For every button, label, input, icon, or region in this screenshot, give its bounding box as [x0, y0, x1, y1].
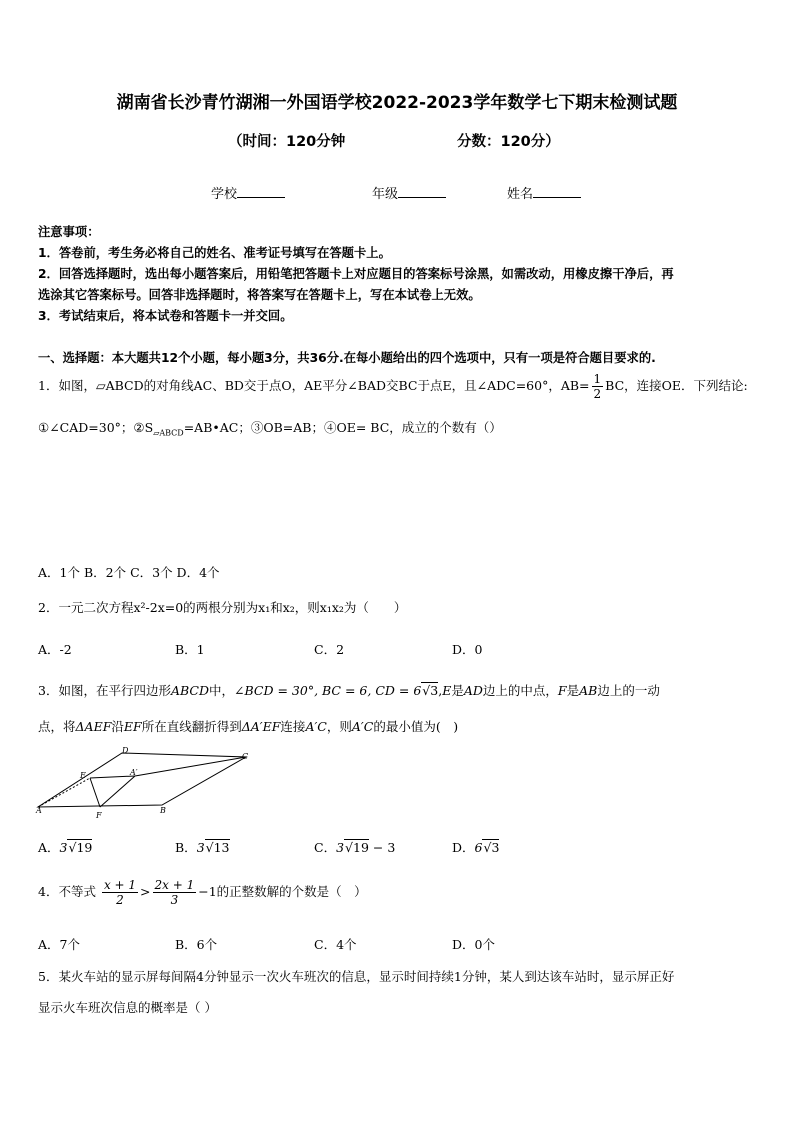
- grade-blank[interactable]: [398, 185, 446, 198]
- q3-abcd: ABCD: [170, 683, 209, 698]
- note-2a: 2．回答选择题时，选出每小题答案后，用铅笔把答题卡上对应题目的答案标号涂黑，如需改动，用橡皮擦干净后，再: [38, 267, 674, 281]
- q3-e: E: [442, 683, 452, 698]
- q3-option-a[interactable]: A．3√19: [38, 840, 93, 855]
- q3-cond: ∠BCD = 30°, BC = 6, CD = 6: [234, 683, 422, 698]
- segment-ae-dashed: [38, 778, 90, 807]
- q3-option-d[interactable]: D．6√3: [452, 840, 500, 855]
- school-blank[interactable]: [237, 185, 285, 198]
- q3-line2: [38, 717, 458, 735]
- q3-c-root: 19: [353, 840, 369, 855]
- exam-time: （时间：120分钟: [228, 134, 346, 150]
- q3-d-coef: 6: [474, 840, 483, 855]
- q1-line1: [38, 372, 748, 401]
- q4-gt: >: [140, 884, 151, 899]
- q4-line: [38, 878, 367, 907]
- q1-options: A．1个 B．2个 C．3个 D．4个: [38, 565, 220, 580]
- q3-ef: EF: [123, 719, 142, 734]
- school-field[interactable]: [211, 183, 285, 202]
- q3-a-coef: 3: [59, 840, 68, 855]
- q3-option-c[interactable]: C．3√19 − 3: [314, 840, 396, 855]
- q3-c-tail: − 3: [368, 840, 396, 855]
- q1-text-b: BC，连接OE．下列结论:: [605, 378, 748, 393]
- q3-cond-root: 3: [430, 683, 439, 698]
- q3-c-letter: C．: [314, 840, 337, 855]
- name-field[interactable]: [507, 183, 581, 202]
- name-label: 姓名: [507, 187, 534, 202]
- parallelogram-abcd: [38, 752, 249, 807]
- grade-label: 年级: [372, 187, 399, 202]
- note-3: 3．考试结束后，将本试卷和答题卡一并交回。: [38, 309, 293, 323]
- q3-f: F: [557, 683, 567, 698]
- q1-text-a: 1．如图，▱ABCD的对角线AC、BD交于点O，AE平分∠BAD交BC于点E，且∠ADC=60°，AB=: [38, 378, 590, 393]
- q3-line1: 3．如图，在平行四边形ABCD中，∠BCD = 30°, BC = 6, CD = 6√3,E是AD边上的中点，F是AB边上的一动: [38, 683, 660, 698]
- section-heading: 一、选择题：本大题共12个小题，每小题3分，共36分.在每小题给出的四个选项中，只有一项是符合题目要求的.: [38, 351, 656, 365]
- q3-t7: 边上的一动: [597, 683, 660, 698]
- q5-line2: 显示火车班次信息的概率是（ ）: [38, 1000, 217, 1015]
- q4-frac1: [102, 878, 138, 907]
- q4-lead: 4．不等式: [38, 884, 96, 899]
- q3-option-b[interactable]: B．3√13: [175, 840, 230, 855]
- q1-line2-sub: ▱ABCD: [153, 428, 184, 438]
- q3-figure: [34, 745, 264, 820]
- q3-u1: 点，将: [38, 719, 76, 734]
- q3-t1: 3．如图，在平行四边形: [38, 683, 171, 698]
- q3-u2: 沿: [111, 719, 124, 734]
- q3-u5: ，则: [326, 719, 352, 734]
- segment-ea2: [90, 776, 135, 778]
- q3-d-letter: D．: [452, 840, 475, 855]
- label-a-prime: A′: [130, 768, 138, 777]
- q3-ac2: A′C: [351, 719, 374, 734]
- q4-option-c[interactable]: C．4个: [314, 937, 357, 952]
- q5-line1: 5．某火车站的显示屏每间隔4分钟显示一次火车班次的信息，显示时间持续1分钟，某人到达该车站时，显示屏正好: [38, 969, 675, 984]
- label-a: A: [36, 806, 42, 815]
- q1-line2: [38, 418, 502, 438]
- q4-f2-den: 3: [170, 893, 179, 907]
- label-c: C: [242, 752, 249, 761]
- q3-aef: ΔAEF: [75, 719, 112, 734]
- q3-t2: 中，: [209, 683, 235, 698]
- label-d: D: [122, 746, 129, 755]
- q3-ab: AB: [579, 683, 598, 698]
- note-2b: 选涂其它答案标号。回答非选择题时，将答案写在答题卡上，写在本试卷上无效。: [38, 288, 481, 302]
- segment-ef: [90, 778, 100, 807]
- q3-b-letter: B．: [175, 840, 197, 855]
- label-b: B: [160, 806, 166, 815]
- q2-text: 2．一元二次方程x²-2x=0的两根分别为x₁和x₂，则x₁x₂为（ ）: [38, 600, 407, 615]
- q4-f2-num: 2x + 1: [154, 878, 195, 892]
- note-1: 1．答卷前，考生务必将自己的姓名、准考证号填写在答题卡上。: [38, 246, 391, 260]
- q1-fraction: [592, 372, 604, 401]
- exam-title: 湖南省长沙青竹湖湘一外国语学校2022-2023学年数学七下期末检测试题: [116, 93, 678, 113]
- school-label: 学校: [211, 187, 238, 202]
- q4-option-d[interactable]: D．0个: [452, 937, 495, 952]
- q3-ad: AD: [463, 683, 483, 698]
- q3-t6: 是: [566, 683, 580, 698]
- q3-u4: 连接: [280, 719, 306, 734]
- q2-option-c[interactable]: C．2: [314, 642, 345, 657]
- q2-option-b[interactable]: B．1: [175, 642, 205, 657]
- q3-u6: 的最小值为( ): [373, 719, 459, 734]
- q4-f1-num: x + 1: [103, 878, 137, 892]
- q3-t3: ,: [438, 683, 443, 698]
- q4-f1-den: 2: [116, 893, 124, 907]
- label-f: F: [96, 811, 102, 820]
- q3-c-coef: 3: [336, 840, 345, 855]
- segment-fa2: [100, 776, 135, 807]
- q1-line2-a: ①∠CAD=30°；②S: [38, 420, 154, 435]
- q1-frac-num: 1: [593, 372, 602, 386]
- q4-option-a[interactable]: A．7个: [38, 937, 80, 952]
- exam-score: 分数：120分）: [457, 134, 560, 150]
- notes-heading: 注意事项：: [38, 225, 100, 239]
- q3-ac: A′C: [305, 719, 327, 734]
- q3-t5: 边上的中点，: [482, 683, 558, 698]
- q2-option-d[interactable]: D．0: [452, 642, 483, 657]
- q1-line2-b: =AB•AC；③OB=AB；④OE= BC，成立的个数有（）: [183, 420, 502, 435]
- q3-a-root: 19: [76, 840, 93, 855]
- q1-frac-den: 2: [593, 387, 602, 401]
- q3-aef2: ΔA′EF: [241, 719, 281, 734]
- grade-field[interactable]: [372, 183, 446, 202]
- q4-frac2: [153, 878, 197, 907]
- name-blank[interactable]: [533, 185, 581, 198]
- q3-t4: 是: [451, 683, 464, 698]
- q4-tail: −1的正整数解的个数是（ ）: [198, 884, 367, 899]
- label-e: E: [80, 771, 86, 780]
- q4-option-b[interactable]: B．6个: [175, 937, 218, 952]
- q3-u3: 所在直线翻折得到: [141, 719, 242, 734]
- q2-option-a[interactable]: A．-2: [38, 642, 72, 657]
- q3-b-root: 13: [213, 840, 230, 855]
- q3-b-coef: 3: [196, 840, 205, 855]
- q3-a-letter: A．: [38, 840, 60, 855]
- q3-d-root: 3: [491, 840, 500, 855]
